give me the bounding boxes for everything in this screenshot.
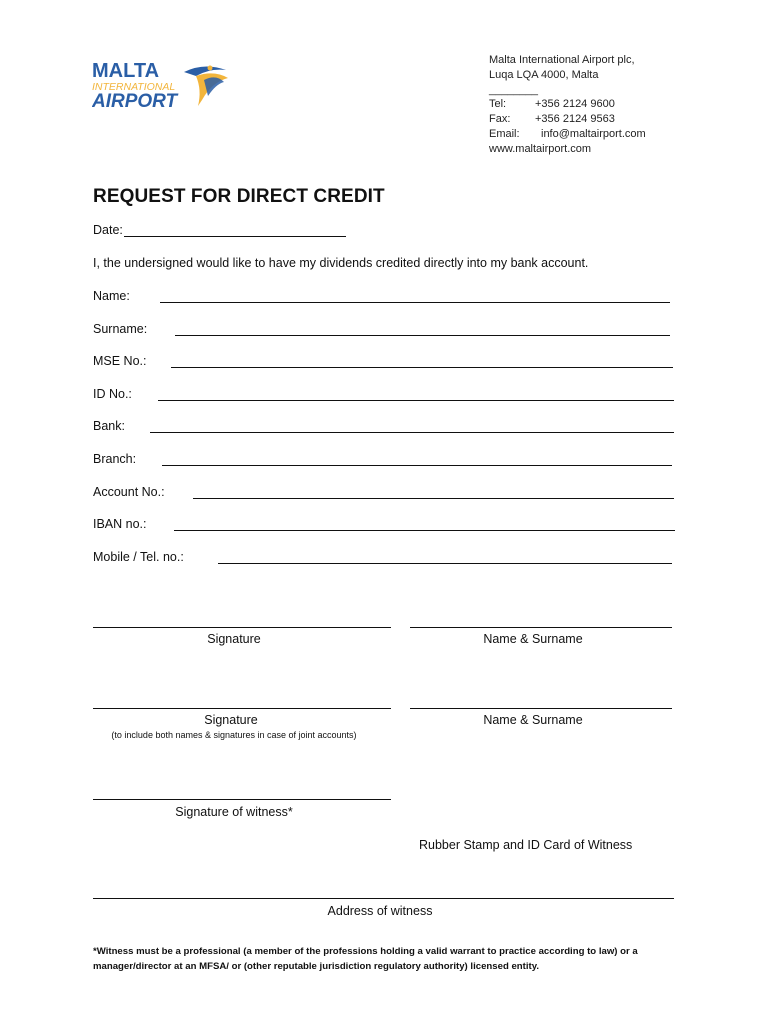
account-no-field-line[interactable] [193,498,674,499]
signature-1-label: Signature [207,632,261,646]
fax-row [489,112,646,127]
signature-2-line[interactable] [93,708,391,709]
witness-signature-label: Signature of witness* [175,805,293,819]
surname-label: Surname: [93,322,148,336]
logo-text-international: INTERNATIONAL [92,81,176,93]
name-label: Name: [93,289,130,303]
witness-address-label: Address of witness [327,904,433,918]
account-no-label: Account No.: [93,485,165,499]
date-field-line[interactable] [124,236,346,237]
rubber-stamp-label: Rubber Stamp and ID Card of Witness [419,838,633,852]
company-locality: Luqa LQA 4000, Malta [489,68,599,81]
bank-label: Bank: [93,419,125,433]
name-surname-2-line[interactable] [410,708,672,709]
id-no-label: ID No.: [93,387,132,401]
email-value: info@maltairport.com [541,127,646,140]
email-row [489,127,646,142]
iban-no-field-line[interactable] [174,530,675,531]
airport-logo-icon [92,60,232,112]
address-separator: ________ [489,83,538,96]
tel-value: +356 2124 9600 [535,98,615,111]
signature-1-line[interactable] [93,627,391,628]
witness-signature-line[interactable] [93,799,391,800]
address-block [489,53,646,157]
surname-field-line[interactable] [175,335,670,336]
logo-text-malta: MALTA [92,60,160,82]
name-surname-1-line[interactable] [410,627,672,628]
mse-no-label: MSE No.: [93,354,147,368]
mobile-tel-field-line[interactable] [218,563,672,564]
mse-no-field-line[interactable] [171,367,673,368]
name-surname-2-label: Name & Surname [483,713,583,727]
fax-value: +356 2124 9563 [535,113,615,126]
email-label: Email: [489,127,520,140]
page-title: REQUEST FOR DIRECT CREDIT [93,186,385,207]
mobile-tel-label: Mobile / Tel. no.: [93,550,184,564]
tel-label: Tel: [489,98,507,111]
branch-label: Branch: [93,452,137,466]
company-name: Malta International Airport plc, [489,54,635,66]
id-no-field-line[interactable] [158,400,674,401]
company-logo [92,60,232,112]
logo-text-airport: AIRPORT [92,91,178,112]
joint-accounts-note: (to include both names & signatures in case of joint accounts) [111,730,357,740]
iban-no-label: IBAN no.: [93,517,147,531]
branch-field-line[interactable] [162,465,672,466]
fax-label: Fax: [489,113,511,126]
website: www.maltairport.com [489,142,592,155]
witness-address-line[interactable] [93,898,674,899]
bank-field-line[interactable] [150,432,674,433]
tel-row [489,97,646,112]
name-field-line[interactable] [160,302,670,303]
intro-text: I, the undersigned would like to have my dividends credited directly into my bank account. [93,256,589,270]
signature-2-label: Signature [204,713,258,727]
witness-footnote: *Witness must be a professional (a member of the professions holding a valid warrant to practice according to law) or a manager/director at an MFSA/ or (other reputable jurisdiction regulatory authority) licensed entity. [93,946,638,972]
name-surname-1-label: Name & Surname [483,632,583,646]
date-label: Date: [93,223,123,237]
